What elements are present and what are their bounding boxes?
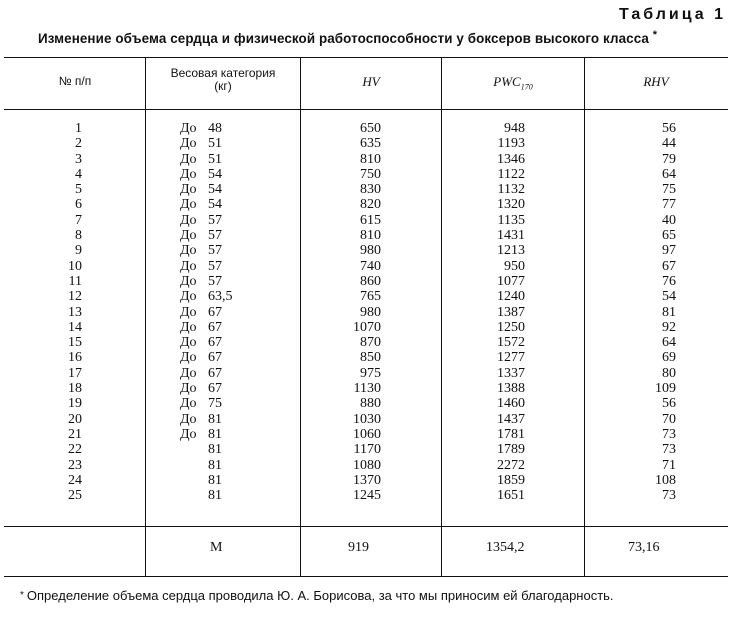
cell-rhv: 73 [662,488,676,504]
header-weight-line2: (кг) [214,79,232,93]
summary-pwc: 1354,2 [486,540,525,555]
cell-hv: 850 [360,350,381,366]
cell-hv: 615 [360,212,381,228]
cell-weight-value: 67 [208,350,222,366]
cell-hv: 975 [360,365,381,381]
cell-pwc: 1431 [497,228,525,244]
cell-number: 19 [68,396,82,412]
header-row-number: № п/п [58,74,92,88]
cell-rhv: 64 [662,335,676,351]
cell-weight-value: 81 [208,426,222,442]
cell-weight-prefix: До [180,411,197,427]
cell-weight [180,427,222,442]
cell-weight [180,213,222,228]
cell-number: 6 [75,197,82,213]
cell-number: 3 [75,151,82,167]
table-row [0,488,730,503]
cell-number: 18 [68,381,82,397]
footnote-text: Определение объема сердца проводила Ю. А. Борисова, за что мы приносим ей благодарность. [26,588,614,603]
cell-hv: 980 [360,243,381,259]
cell-pwc: 2272 [497,457,525,473]
cell-weight [180,396,222,411]
cell-rhv: 108 [655,472,676,488]
cell-rhv: 67 [662,258,676,274]
table-row [0,335,730,350]
cell-number: 2 [75,136,82,152]
cell-rhv: 80 [662,365,676,381]
cell-weight-value: 51 [208,136,222,152]
cell-number: 10 [68,258,82,274]
cell-weight [180,488,222,503]
table-row [0,396,730,411]
cell-hv: 810 [360,228,381,244]
cell-pwc: 1077 [497,273,525,289]
cell-rhv: 44 [662,136,676,152]
cell-hv: 650 [360,121,381,136]
cell-pwc: 1135 [497,212,525,228]
table-number-label: Таблица 1 [618,6,726,23]
cell-weight [180,381,222,396]
cell-rhv: 109 [655,381,676,397]
cell-number: 8 [75,228,82,244]
cell-number: 24 [68,472,82,488]
cell-pwc: 1193 [497,136,525,152]
cell-weight [180,458,222,473]
table-row [0,243,730,258]
cell-rhv: 75 [662,182,676,198]
cell-weight [180,243,222,258]
cell-weight-value: 67 [208,304,222,320]
cell-weight-prefix: До [180,350,197,366]
cell-rhv: 40 [662,212,676,228]
cell-rhv: 77 [662,197,676,213]
cell-number: 9 [75,243,82,259]
cell-weight [180,136,222,151]
cell-weight-value: 57 [208,273,222,289]
cell-weight [180,350,222,365]
table-row [0,136,730,151]
cell-pwc: 1132 [497,182,525,198]
cell-weight-prefix: До [180,166,197,182]
cell-weight [180,197,222,212]
cell-weight-value: 54 [208,197,222,213]
cell-hv: 810 [360,151,381,167]
cell-pwc: 1460 [497,396,525,412]
cell-pwc: 950 [504,258,525,274]
body-bottom-rule [4,526,728,527]
table-row [0,350,730,365]
header-pwc-main: PWC [493,74,521,89]
table-row [0,289,730,304]
table-row [0,305,730,320]
cell-weight-prefix: До [180,228,197,244]
cell-rhv: 73 [662,442,676,458]
cell-number: 5 [75,182,82,198]
cell-weight [180,442,222,457]
cell-hv: 1245 [353,488,381,504]
cell-rhv: 81 [662,304,676,320]
cell-number: 21 [68,426,82,442]
cell-weight-prefix: До [180,335,197,351]
cell-hv: 880 [360,396,381,412]
cell-weight-prefix: До [180,319,197,335]
table-row [0,182,730,197]
cell-weight [180,320,222,335]
cell-weight-value: 81 [208,457,222,473]
cell-weight-value: 63,5 [208,289,233,305]
cell-weight [180,335,222,350]
summary-label: M [210,540,223,555]
cell-pwc: 1651 [497,488,525,504]
table-row [0,381,730,396]
cell-pwc: 948 [504,121,525,136]
header-pwc [444,75,582,94]
cell-hv: 860 [360,273,381,289]
cell-weight-value: 57 [208,212,222,228]
cell-weight-prefix: До [180,304,197,320]
cell-weight [180,305,222,320]
cell-weight [180,228,222,243]
cell-weight-prefix: До [180,365,197,381]
cell-number: 1 [75,121,82,136]
table-row [0,412,730,427]
cell-weight-value: 75 [208,396,222,412]
cell-weight-prefix: До [180,289,197,305]
table-row [0,442,730,457]
cell-rhv: 79 [662,151,676,167]
footnote-mark: * [20,590,24,601]
cell-rhv: 76 [662,273,676,289]
cell-pwc: 1337 [497,365,525,381]
table-row [0,366,730,381]
cell-rhv: 92 [662,319,676,335]
cell-pwc: 1781 [497,426,525,442]
cell-weight [180,274,222,289]
header-weight-line1: Весовая категория [170,66,276,80]
cell-weight-prefix: До [180,273,197,289]
cell-rhv: 64 [662,166,676,182]
cell-pwc: 1277 [497,350,525,366]
cell-rhv: 70 [662,411,676,427]
cell-weight-value: 67 [208,319,222,335]
table-row [0,320,730,335]
cell-hv: 1060 [353,426,381,442]
cell-weight [180,473,222,488]
table-body [0,121,730,503]
cell-hv: 1030 [353,411,381,427]
table-row [0,259,730,274]
cell-pwc: 1250 [497,319,525,335]
header-rhv: RHV [643,74,669,89]
table-row [0,427,730,442]
cell-hv: 1370 [353,472,381,488]
cell-hv: 1170 [353,442,381,458]
cell-hv: 1130 [353,381,381,397]
table-row [0,213,730,228]
cell-weight-prefix: До [180,197,197,213]
summary-rhv: 73,16 [628,540,660,555]
cell-pwc: 1388 [497,381,525,397]
cell-weight-value: 67 [208,365,222,381]
cell-hv: 980 [360,304,381,320]
cell-weight-value: 48 [208,121,222,136]
cell-hv: 870 [360,335,381,351]
cell-weight-prefix: До [180,243,197,259]
header-pwc-sub: 170 [520,82,533,92]
footnote [20,588,726,604]
cell-hv: 750 [360,166,381,182]
cell-weight-value: 67 [208,335,222,351]
table-row [0,167,730,182]
cell-number: 11 [68,273,82,289]
cell-weight-value: 81 [208,472,222,488]
cell-weight-prefix: До [180,136,197,152]
table-top-rule [4,57,728,58]
cell-weight-value: 57 [208,258,222,274]
cell-rhv: 65 [662,228,676,244]
cell-hv: 830 [360,182,381,198]
cell-number: 23 [68,457,82,473]
caption-text: Изменение объема сердца и физической работоспособности у боксеров высокого класса [38,31,649,46]
cell-weight [180,412,222,427]
cell-pwc: 1789 [497,442,525,458]
cell-number: 12 [68,289,82,305]
cell-weight-value: 67 [208,381,222,397]
header-bottom-rule [4,109,728,110]
table-row [0,458,730,473]
cell-weight [180,152,222,167]
cell-pwc: 1213 [497,243,525,259]
cell-number: 15 [68,335,82,351]
cell-number: 25 [68,488,82,504]
cell-pwc: 1437 [497,411,525,427]
cell-hv: 765 [360,289,381,305]
cell-number: 20 [68,411,82,427]
cell-hv: 820 [360,197,381,213]
cell-weight [180,182,222,197]
table-row [0,228,730,243]
cell-pwc: 1572 [497,335,525,351]
cell-number: 22 [68,442,82,458]
cell-number: 14 [68,319,82,335]
cell-weight-prefix: До [180,121,197,136]
table-caption [38,31,657,46]
cell-rhv: 56 [662,396,676,412]
cell-weight-prefix: До [180,396,197,412]
cell-number: 13 [68,304,82,320]
cell-weight [180,167,222,182]
cell-number: 7 [75,212,82,228]
cell-weight [180,259,222,274]
cell-rhv: 69 [662,350,676,366]
cell-weight-value: 54 [208,166,222,182]
cell-hv: 1080 [353,457,381,473]
cell-weight-value: 81 [208,411,222,427]
cell-weight-prefix: До [180,151,197,167]
cell-pwc: 1122 [497,166,525,182]
cell-hv: 740 [360,258,381,274]
table-row [0,197,730,212]
table-bottom-rule [4,576,728,577]
cell-rhv: 54 [662,289,676,305]
cell-pwc: 1346 [497,151,525,167]
cell-weight [180,366,222,381]
cell-number: 16 [68,350,82,366]
cell-rhv: 71 [662,457,676,473]
cell-weight [180,121,222,136]
cell-weight-prefix: До [180,182,197,198]
cell-pwc: 1387 [497,304,525,320]
cell-weight-prefix: До [180,426,197,442]
cell-rhv: 73 [662,426,676,442]
cell-hv: 635 [360,136,381,152]
cell-weight-value: 57 [208,228,222,244]
cell-weight-value: 51 [208,151,222,167]
cell-number: 4 [75,166,82,182]
cell-weight-value: 81 [208,488,222,504]
header-hv: HV [362,74,380,89]
cell-weight-prefix: До [180,381,197,397]
caption-footnote-mark: * [652,29,658,41]
cell-rhv: 97 [662,243,676,259]
cell-weight-prefix: До [180,258,197,274]
cell-rhv: 56 [662,121,676,136]
cell-number: 17 [68,365,82,381]
table-row [0,121,730,136]
cell-pwc: 1240 [497,289,525,305]
cell-weight [180,289,233,304]
cell-hv: 1070 [353,319,381,335]
cell-weight-value: 81 [208,442,222,458]
cell-pwc: 1320 [497,197,525,213]
cell-weight-value: 57 [208,243,222,259]
table-row [0,274,730,289]
table-row [0,152,730,167]
table-row [0,473,730,488]
cell-weight-prefix: До [180,212,197,228]
cell-pwc: 1859 [497,472,525,488]
header-weight-category [148,67,298,93]
cell-weight-value: 54 [208,182,222,198]
summary-hv: 919 [348,540,369,555]
